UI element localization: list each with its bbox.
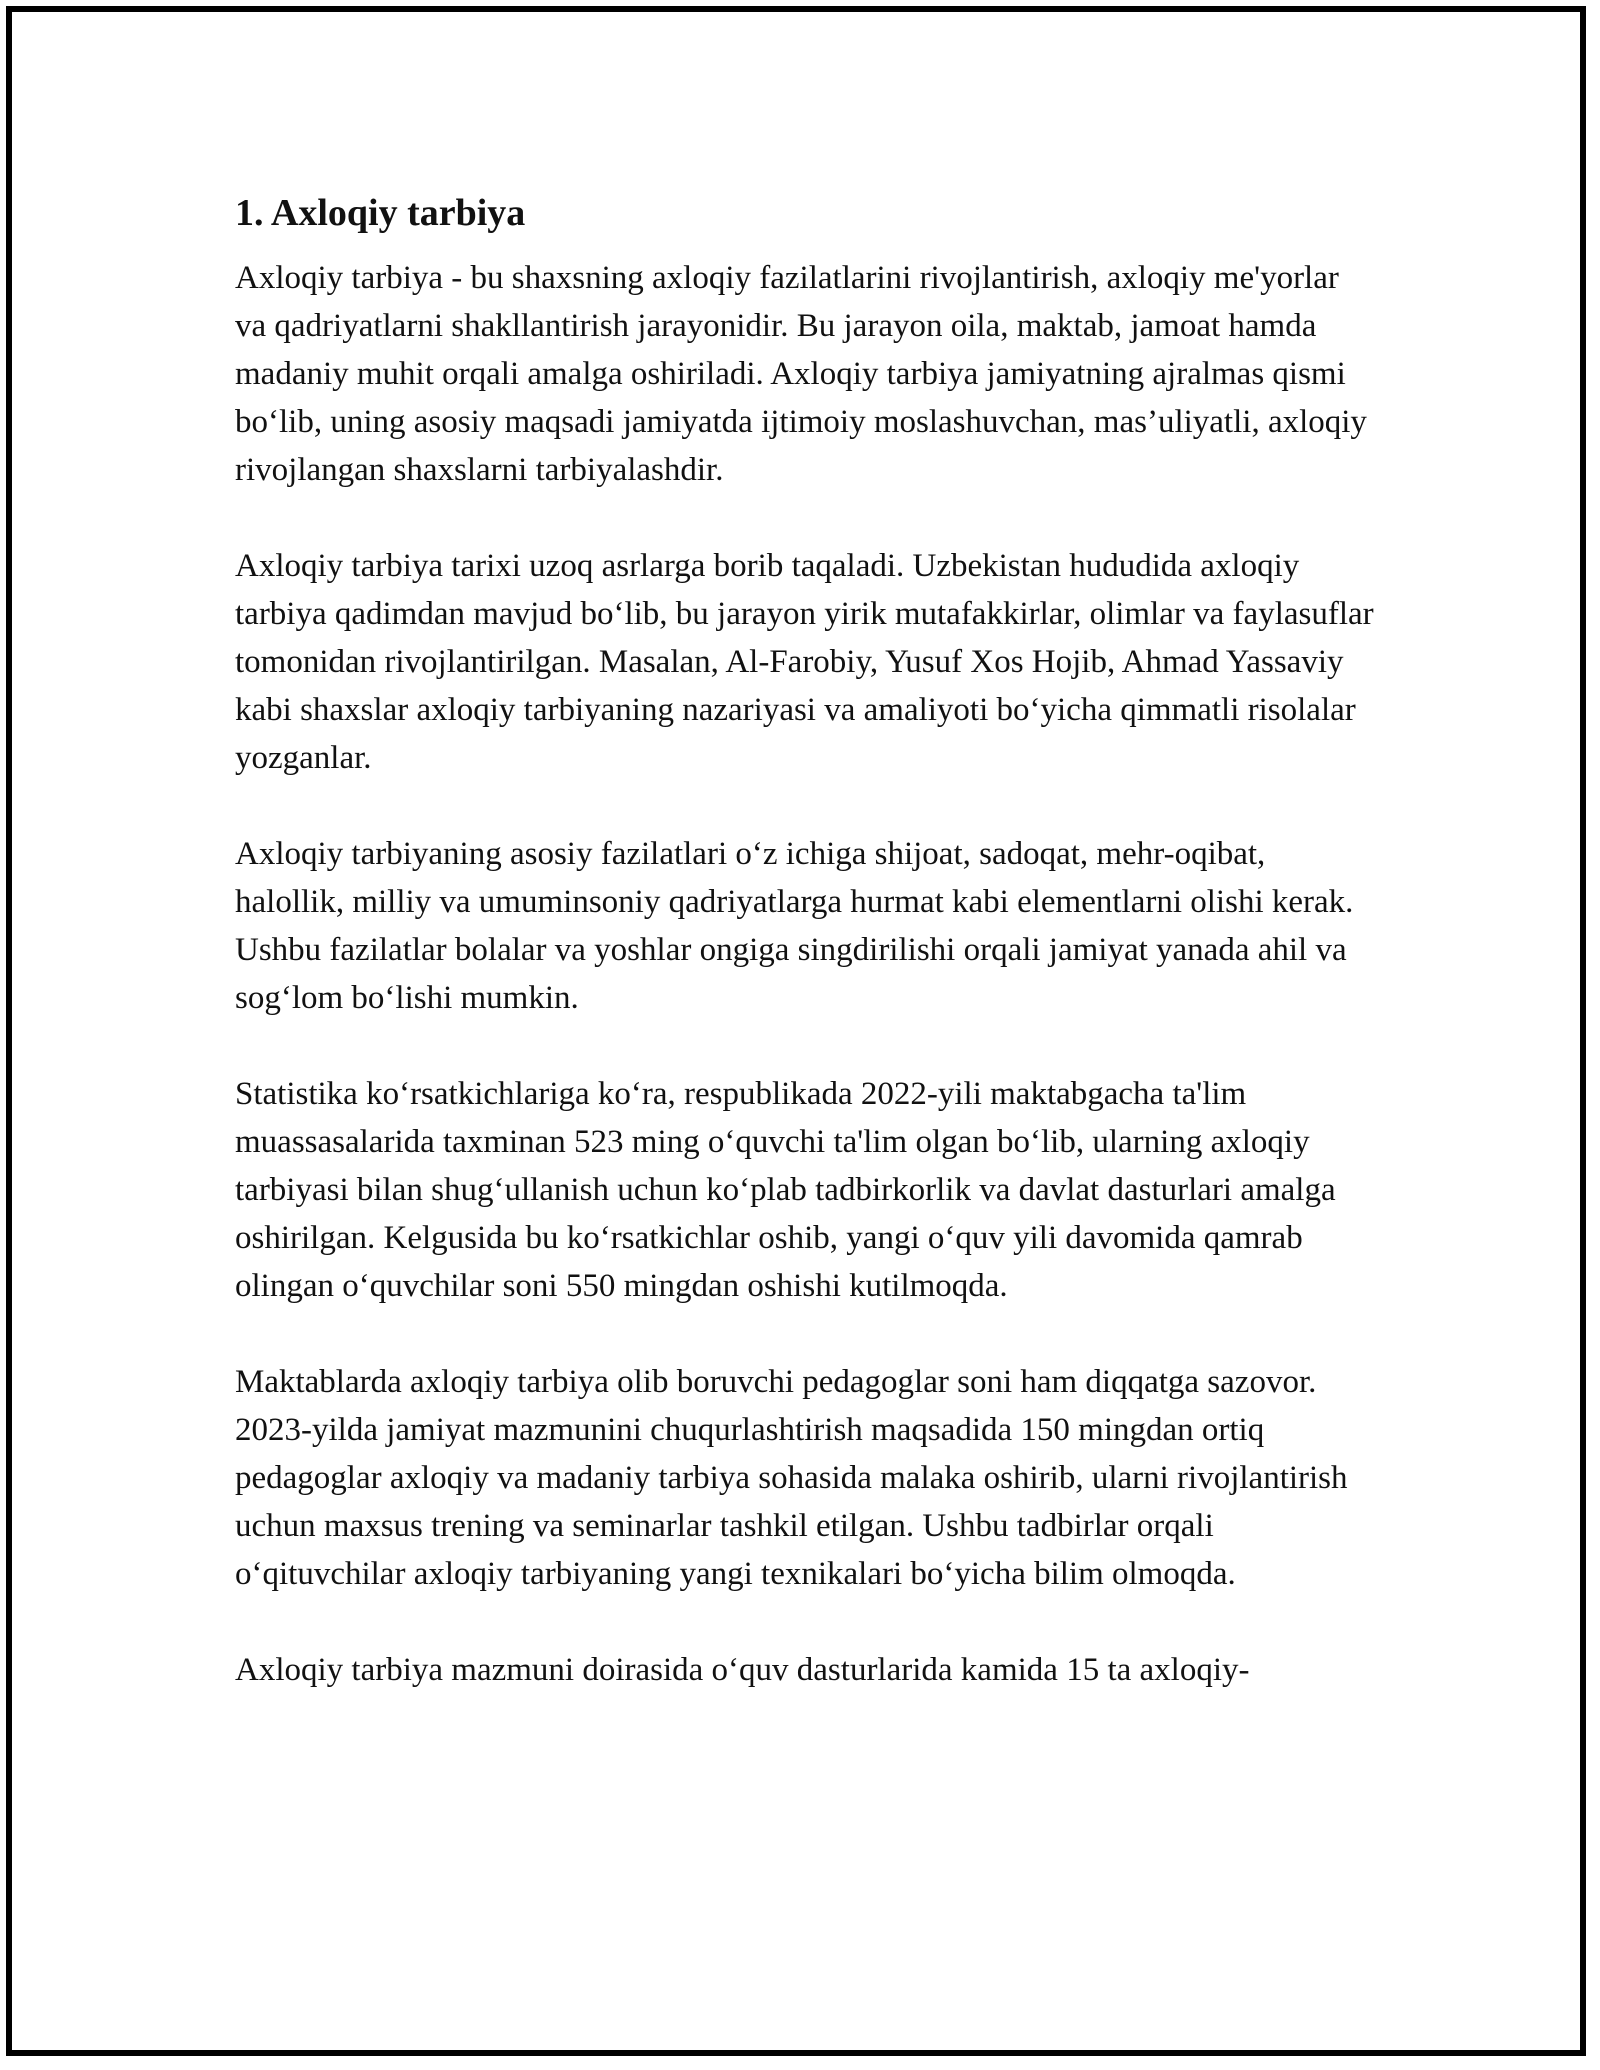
paragraph-definition: Axloqiy tarbiya - bu shaxsning axloqiy fazilatlarini rivojlantirish, axloqiy me'yorlar va qadriyatlarni shakllantirish jarayonidir. Bu jarayon oila, maktab, jamoat hamda madaniy muhit orqali amalga oshiriladi. Axloqiy tarbiya jamiyatning ajralmas qismi bo‘lib, uning asosiy maqsadi jamiyatda ijtimoiy moslashuvchan, mas’uliyatli, axloqiy rivojlangan shaxslarni tarbiyalashdir. [235, 260, 1367, 488]
paragraph-statistics: Statistika ko‘rsatkichlariga ko‘ra, respublikada 2022-yili maktabgacha ta'lim muassasalarida taxminan 523 ming o‘quvchi ta'lim olgan bo‘lib, ularning axloqiy tarbiyasi bilan shug‘ullanish uchun ko‘plab tadbirkorlik va davlat dasturlari amalga oshirilgan. Kelgusida bu ko‘rsatkichlar oshib, yangi o‘quv yili davomida qamrab olingan o‘quvchilar soni 550 mingdan oshishi kutilmoqda. [235, 1076, 1336, 1304]
paragraph-history: Axloqiy tarbiya tarixi uzoq asrlarga borib taqaladi. Uzbekistan hududida axloqiy tarbiya qadimdan mavjud bo‘lib, bu jarayon yirik mutafakkirlar, olimlar va faylasuflar tomonidan rivojlantirilgan. Masalan, Al-Farobiy, Yusuf Xos Hojib, Ahmad Yassaviy kabi shaxslar axloqiy tarbiyaning nazariyasi va amaliyoti bo‘yicha qimmatli risolalar yozganlar. [235, 548, 1374, 776]
paragraph-curriculum: Axloqiy tarbiya mazmuni doirasida o‘quv dasturlarida kamida 15 ta axloqiy- [235, 1652, 1250, 1688]
paragraph-pedagogues: Maktablarda axloqiy tarbiya olib boruvchi pedagoglar soni ham diqqatga sazovor. 2023-yilda jamiyat mazmunini chuqurlashtirish maqsadida 150 mingdan ortiq pedagoglar axloqiy va madaniy tarbiya sohasida malaka oshirib, ularni rivojlantirish uchun maxsus trening va seminarlar tashkil etilgan. Ushbu tadbirlar orqali o‘qituvchilar axloqiy tarbiyaning yangi texnikalari bo‘yicha bilim olmoqda. [235, 1364, 1348, 1592]
document-body [235, 188, 1375, 1742]
section-heading: 1. Axloqiy tarbiya [235, 192, 526, 234]
paragraph-virtues: Axloqiy tarbiyaning asosiy fazilatlari o‘z ichiga shijoat, sadoqat, mehr-oqibat, halollik, milliy va umuminsoniy qadriyatlarga hurmat kabi elementlarni olishi kerak. Ushbu fazilatlar bolalar va yoshlar ongiga singdirilishi orqali jamiyat yanada ahil va sog‘lom bo‘lishi mumkin. [235, 836, 1354, 1016]
